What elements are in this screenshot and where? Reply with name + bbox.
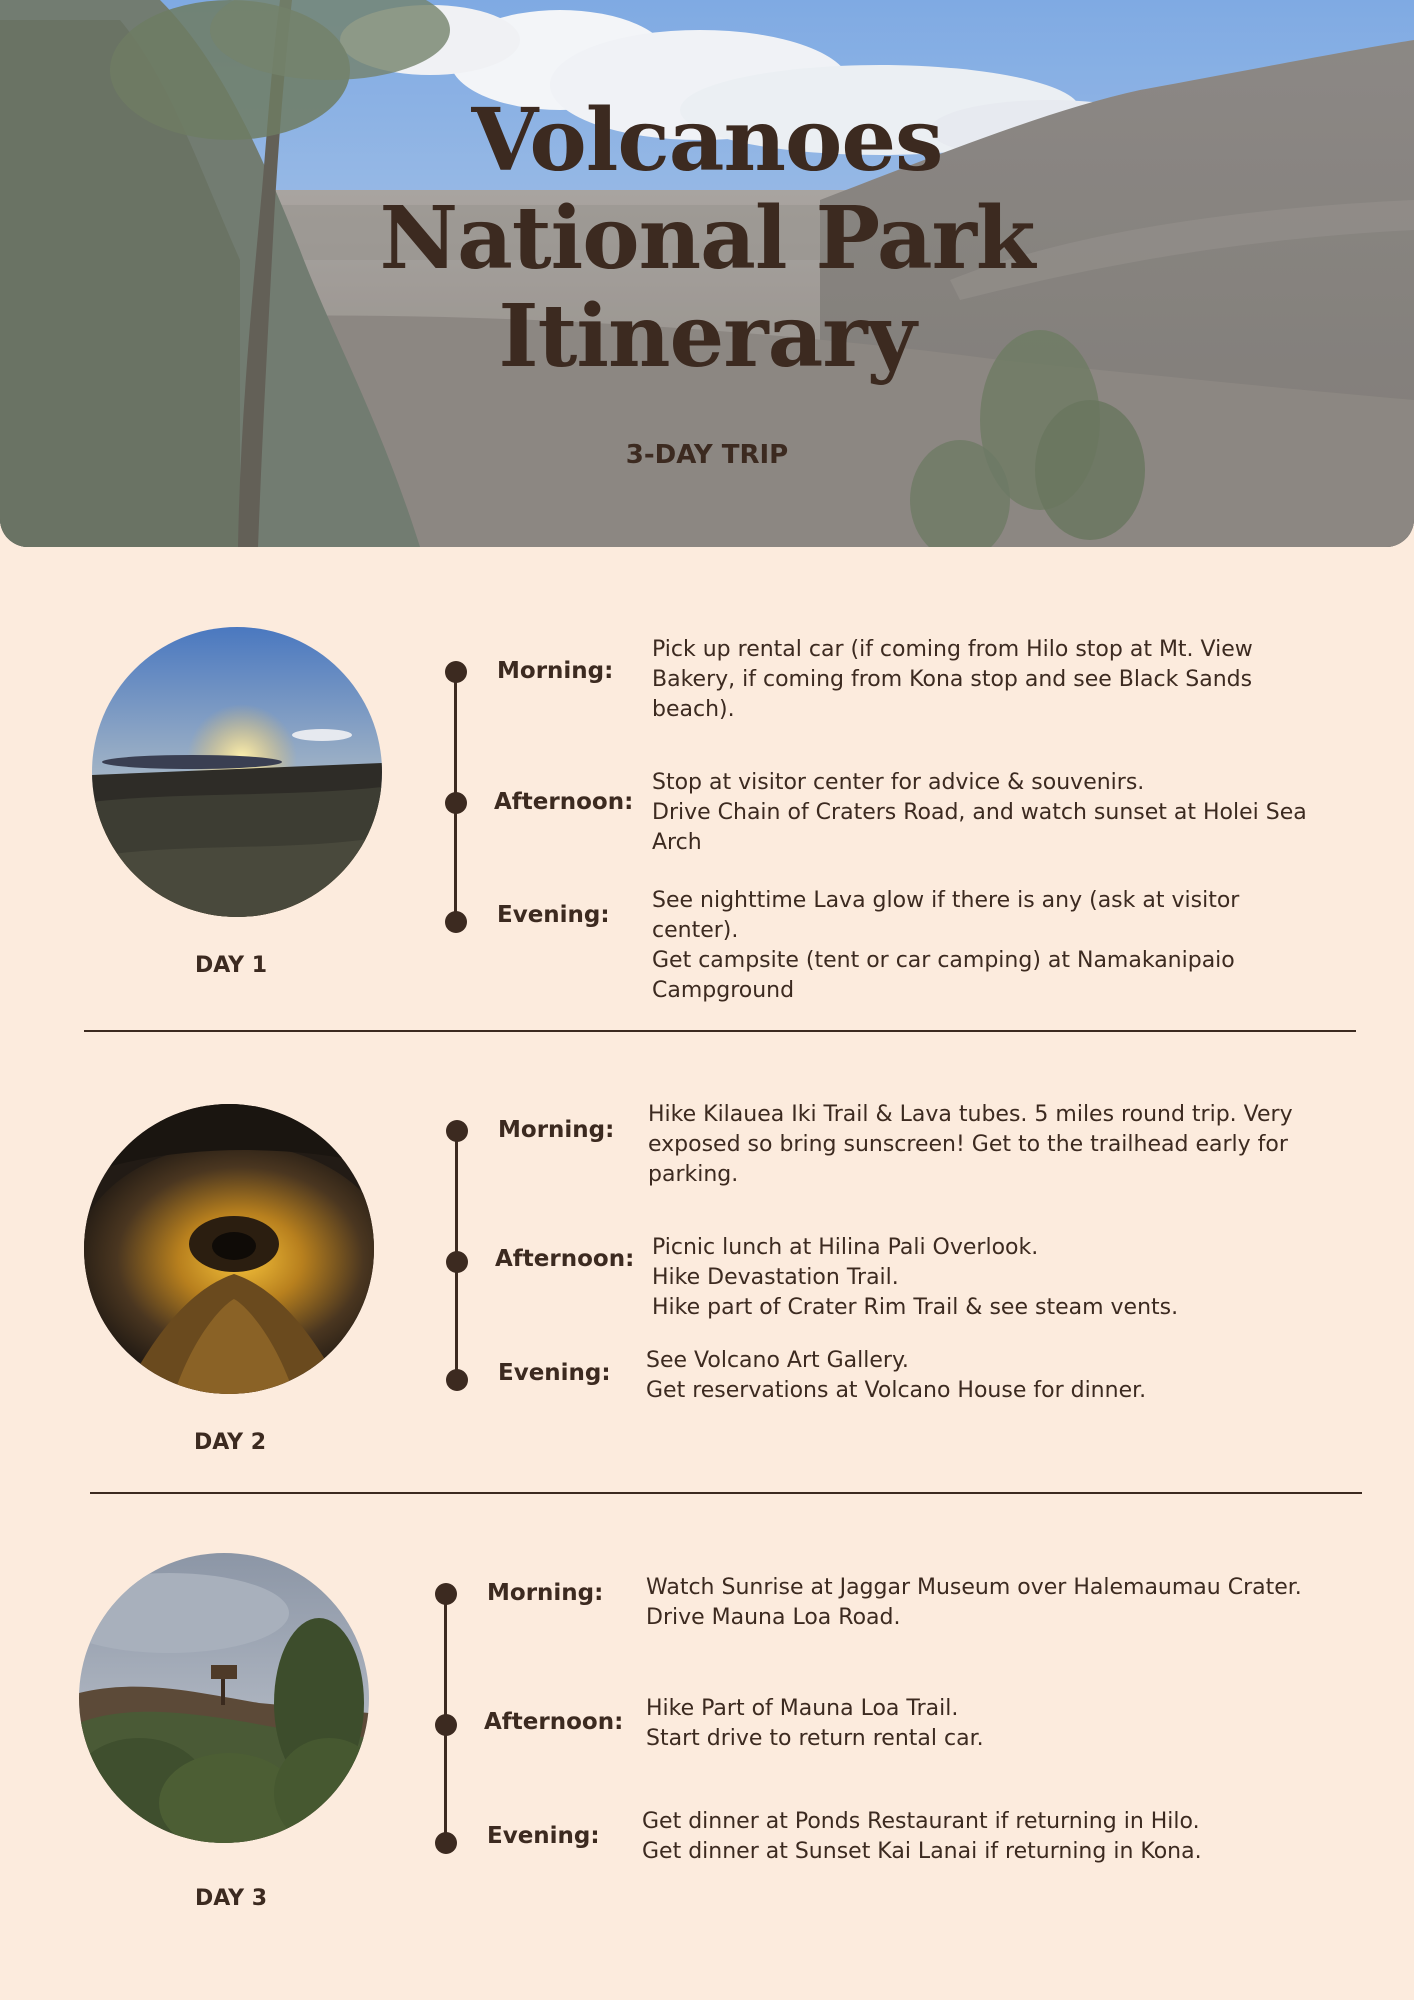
day-1-photo	[92, 627, 382, 917]
day-2-evening-label: Evening:	[498, 1360, 611, 1386]
day-2-evening-text: See Volcano Art Gallery. Get reservations at Volcano House for dinner.	[646, 1348, 1147, 1403]
day-2-morning-text: Hike Kilauea Iki Trail & Lava tubes. 5 miles round trip. Very exposed so bring sunscreen! Get to the trailhead early for parking.	[648, 1102, 1293, 1187]
day-2-morning-label: Morning:	[498, 1117, 615, 1143]
title-line-2: National Park	[379, 188, 1035, 289]
day-1-morning-label: Morning:	[497, 658, 614, 684]
day-2-evening-dot	[446, 1369, 468, 1391]
sunset-lava-field-image	[92, 627, 382, 917]
day-3-afternoon-text: Hike Part of Mauna Loa Trail. Start drive to return rental car.	[646, 1696, 984, 1751]
day-2-afternoon-text: Picnic lunch at Hilina Pali Overlook. Hike Devastation Trail. Hike part of Crater Rim Trail & see steam vents.	[652, 1235, 1179, 1320]
day-2-afternoon-dot	[446, 1251, 468, 1273]
title-line-1: Volcanoes	[471, 90, 943, 191]
day-1-evening-text: See nighttime Lava glow if there is any (ask at visitor center). Get campsite (tent or car camping) at Namakanipaio Campground	[652, 888, 1240, 1003]
day-1-afternoon-text: Stop at visitor center for advice & souvenirs. Drive Chain of Craters Road, and watch sunset at Holei Sea Arch	[652, 770, 1307, 855]
trail-sign-shrubs-image	[79, 1553, 369, 1843]
day-1-divider	[84, 1030, 1356, 1032]
hero-banner	[0, 0, 1414, 547]
day-1-morning-text: Pick up rental car (if coming from Hilo stop at Mt. View Bakery, if coming from Kona stop and see Black Sands beach).	[652, 637, 1253, 722]
day-3-evening-text: Get dinner at Ponds Restaurant if returning in Hilo. Get dinner at Sunset Kai Lanai if returning in Kona.	[642, 1809, 1202, 1864]
day-3-label: DAY 3	[194, 1886, 268, 1911]
day-1-afternoon-label: Afternoon:	[494, 789, 634, 815]
lava-tube-image	[84, 1104, 374, 1394]
day-1-label: DAY 1	[194, 953, 268, 978]
day-1-afternoon-dot	[445, 792, 467, 814]
day-3-afternoon-dot	[435, 1714, 457, 1736]
day-3-morning-dot	[435, 1583, 457, 1605]
day-1-evening-dot	[445, 911, 467, 933]
day-3-afternoon-label: Afternoon:	[484, 1709, 624, 1735]
page-title	[0, 92, 1414, 386]
day-2-divider	[90, 1492, 1362, 1494]
trip-length-subtitle: 3-DAY TRIP	[625, 440, 789, 470]
day-1-evening-label: Evening:	[497, 902, 610, 928]
title-line-3: Itinerary	[498, 286, 916, 387]
day-2-label: DAY 2	[193, 1430, 267, 1455]
day-3-morning-label: Morning:	[487, 1580, 604, 1606]
day-2-photo	[84, 1104, 374, 1394]
day-2-morning-dot	[446, 1120, 468, 1142]
day-3-photo	[79, 1553, 369, 1843]
day-3-evening-dot	[435, 1832, 457, 1854]
day-3-morning-text: Watch Sunrise at Jaggar Museum over Halemaumau Crater. Drive Mauna Loa Road.	[646, 1575, 1302, 1630]
day-2-afternoon-label: Afternoon:	[495, 1246, 635, 1272]
day-1-morning-dot	[445, 661, 467, 683]
day-3-evening-label: Evening:	[487, 1823, 600, 1849]
